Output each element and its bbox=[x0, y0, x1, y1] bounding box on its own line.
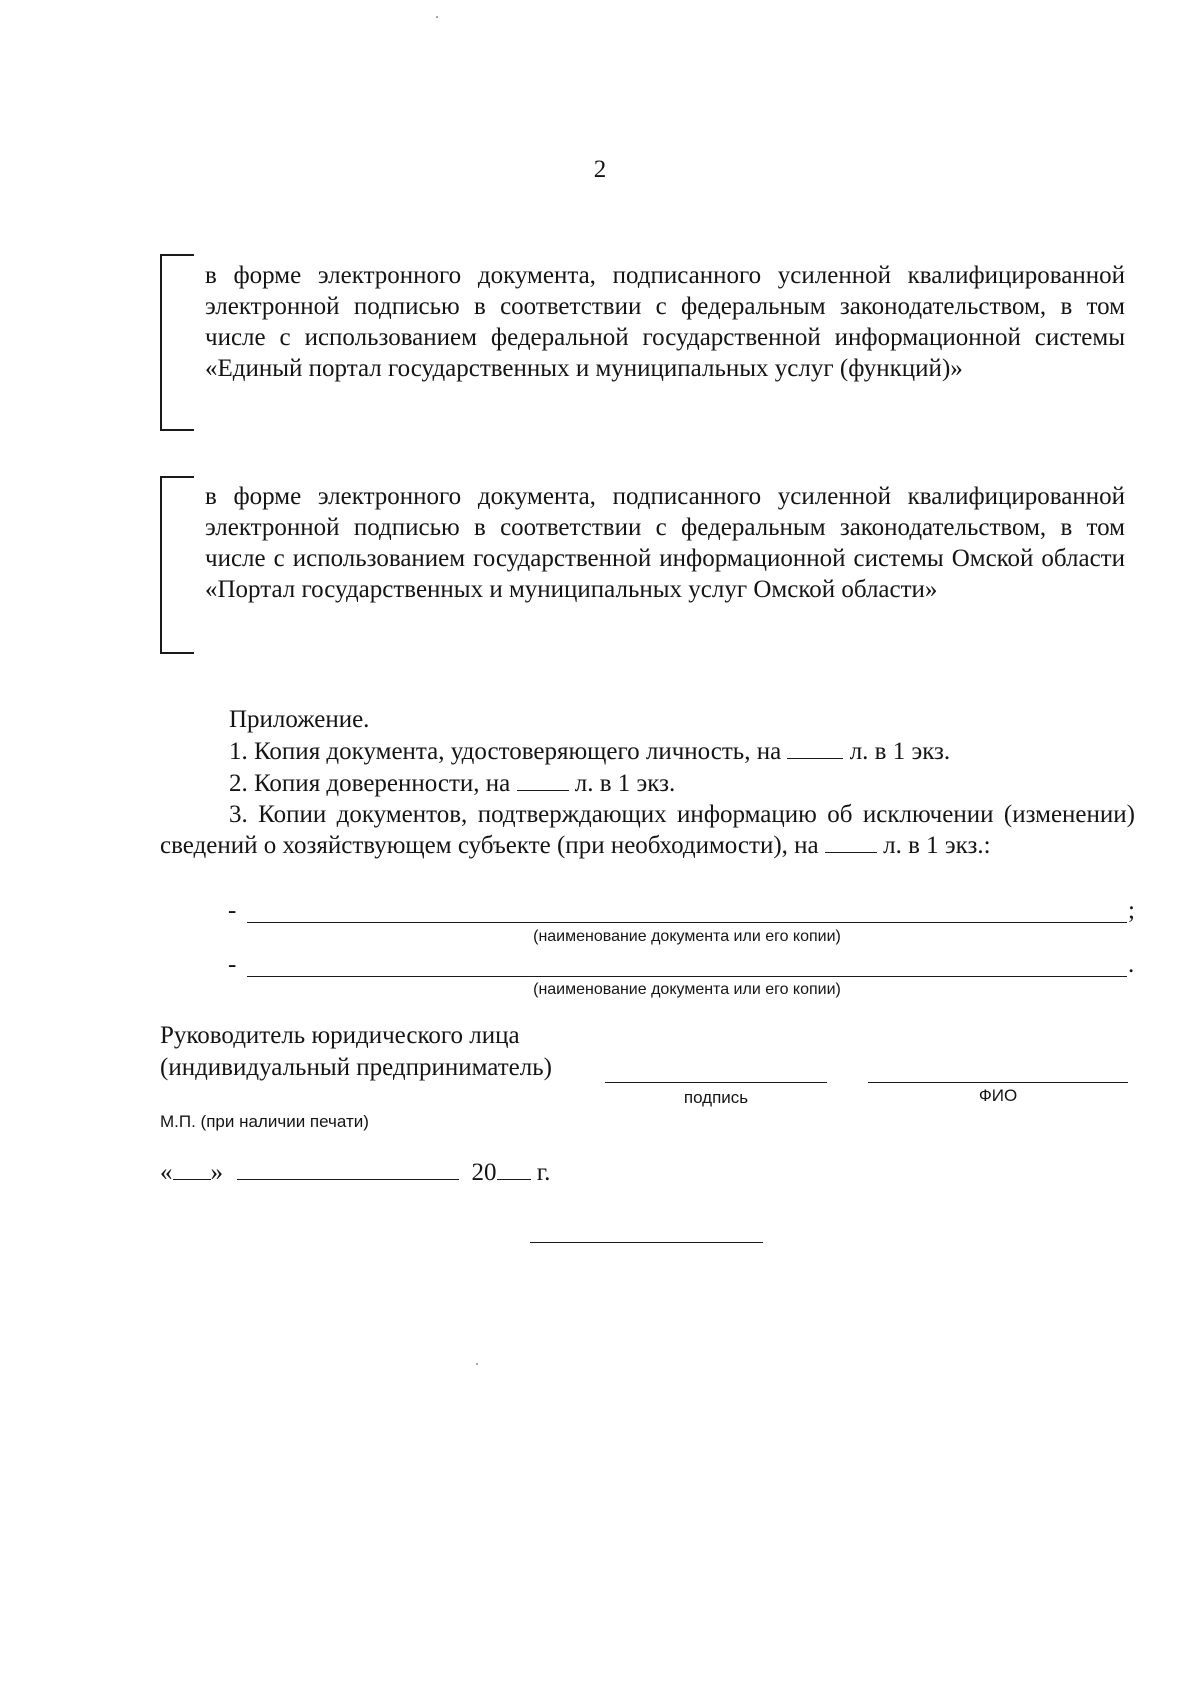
appendix-item-3-tail: в 1 экз.: bbox=[908, 832, 991, 859]
option-text-omsk-portal: в форме электронного документа, подписанного усиленной квалифицированной электронной подписью в соответствии с федеральным законодательством, в том числе с использованием государственной информационной системы Омской области «Портал государственных и муниципальных услуг Омской области» bbox=[205, 483, 1125, 603]
appendix-item-3-text: 3. Копии документов, подтверждающих информацию об исключении (изменении) сведений о хозяйствующем субъекте (при необходимости), на bbox=[160, 801, 1135, 859]
signature-field[interactable] bbox=[605, 1060, 827, 1083]
full-name-caption: ФИО bbox=[978, 1086, 1018, 1105]
appendix-item-2-suffix: л. в 1 экз. bbox=[574, 770, 676, 797]
scan-speck bbox=[436, 16, 438, 18]
date-year-prefix: 20 bbox=[471, 1159, 497, 1186]
doc-line-1-dash: - bbox=[228, 897, 237, 924]
doc-line-1-caption: (наименование документа или его копии) bbox=[533, 928, 841, 945]
appendix-item-2-text: 2. Копия доверенности, на bbox=[229, 770, 511, 797]
doc-line-1-end: ; bbox=[1128, 897, 1135, 924]
appendix-item-2-blank[interactable] bbox=[517, 768, 569, 791]
date-close-quote: » bbox=[210, 1159, 223, 1186]
appendix-item-1-blank[interactable] bbox=[787, 736, 843, 759]
date-day-field[interactable] bbox=[173, 1157, 211, 1180]
option-text-federal-portal: в форме электронного документа, подписанного усиленной квалифицированной электронной подписью в соответствии с федеральным законодательством, в том числе с использованием федеральной государственной информационной системы «Единый портал государственных и муниципальных услуг (функций)» bbox=[205, 262, 1125, 382]
appendix-item-3-suffix: л. bbox=[883, 832, 902, 859]
signature-caption: подпись bbox=[683, 1088, 749, 1107]
option-checkbox-federal-portal[interactable] bbox=[160, 254, 194, 431]
signature-title-line-1: Руководитель юридического лица bbox=[160, 1022, 520, 1049]
option-checkbox-omsk-portal[interactable] bbox=[160, 476, 194, 654]
appendix-heading: Приложение. bbox=[229, 706, 370, 733]
end-separator bbox=[530, 1242, 763, 1243]
date-year-field[interactable] bbox=[497, 1157, 531, 1180]
appendix-item-1 bbox=[229, 736, 950, 767]
doc-line-2-caption: (наименование документа или его копии) bbox=[533, 981, 841, 998]
date-line bbox=[160, 1157, 550, 1188]
appendix-item-3 bbox=[160, 799, 1135, 861]
appendix-item-3-blank[interactable] bbox=[825, 830, 877, 853]
date-open-quote: « bbox=[160, 1159, 173, 1186]
doc-line-2-field[interactable] bbox=[247, 954, 1127, 977]
appendix-item-1-text: 1. Копия документа, удостоверяющего личность, на bbox=[229, 738, 782, 765]
appendix-item-2 bbox=[229, 768, 675, 799]
appendix-item-1-suffix: л. в 1 экз. bbox=[849, 738, 951, 765]
doc-line-2-end: . bbox=[1128, 951, 1135, 978]
stamp-note: М.П. (при наличии печати) bbox=[160, 1112, 369, 1131]
page-number: 2 bbox=[593, 156, 607, 183]
full-name-field[interactable] bbox=[868, 1060, 1128, 1083]
signature-title-line-2: (индивидуальный предприниматель) bbox=[160, 1054, 552, 1081]
doc-line-2-dash: - bbox=[228, 951, 237, 978]
date-year-suffix: г. bbox=[536, 1159, 551, 1186]
doc-line-1-field[interactable] bbox=[247, 900, 1127, 923]
date-month-field[interactable] bbox=[237, 1157, 459, 1180]
scan-speck bbox=[476, 1363, 478, 1365]
